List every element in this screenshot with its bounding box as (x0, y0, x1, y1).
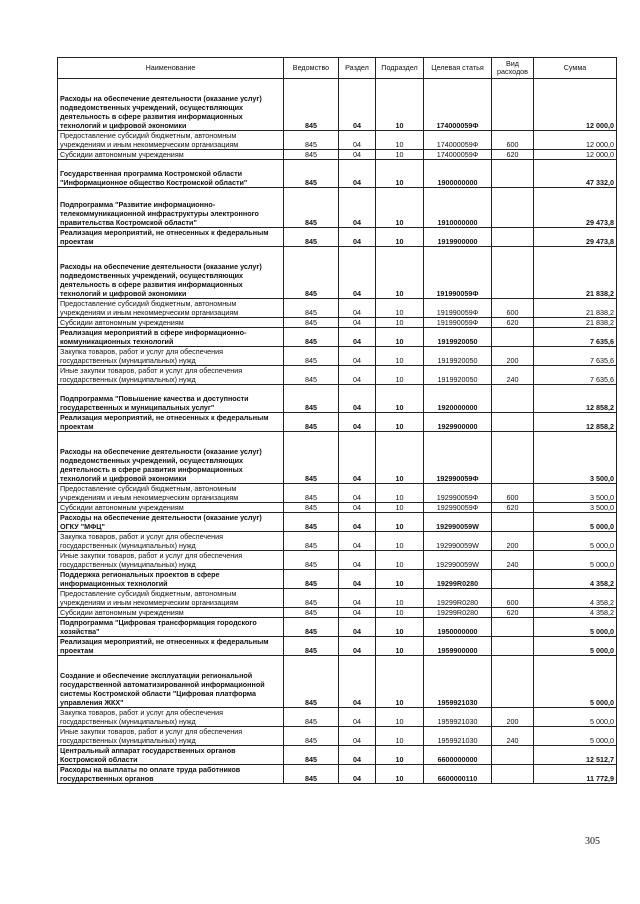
row-name: Реализация мероприятий, не отнесенных к федеральным проектам (58, 413, 284, 432)
row-section: 04 (339, 432, 376, 484)
row-target: 1959900000 (424, 637, 492, 656)
row-name: Реализация мероприятий в сфере информационно-коммуникационных технологий (58, 328, 284, 347)
row-subsection: 10 (376, 570, 424, 589)
table-row (58, 765, 617, 784)
row-target: 1950000000 (424, 618, 492, 637)
row-target: 1910000000 (424, 188, 492, 228)
row-dept: 845 (284, 532, 339, 551)
row-dept: 845 (284, 347, 339, 366)
row-exp-type (492, 513, 534, 532)
row-name: Расходы на обеспечение деятельности (оказание услуг) ОГКУ "МФЦ" (58, 513, 284, 532)
row-subsection: 10 (376, 708, 424, 727)
row-subsection: 10 (376, 608, 424, 618)
row-name: Расходы на обеспечение деятельности (оказание услуг) подведомственных учреждений, осуществляющих деятельность в сфере развития информационных технологий и цифровой экономики (58, 79, 284, 131)
row-subsection: 10 (376, 150, 424, 160)
row-sum: 4 358,2 (534, 589, 617, 608)
row-subsection: 10 (376, 318, 424, 328)
row-sum: 12 512,7 (534, 746, 617, 765)
row-section: 04 (339, 188, 376, 228)
row-subsection: 10 (376, 347, 424, 366)
row-sum: 21 838,2 (534, 299, 617, 318)
row-name: Предоставление субсидий бюджетным, автономным учреждениям и иным некоммерческим организациям (58, 131, 284, 150)
row-sum: 5 000,0 (534, 551, 617, 570)
row-dept: 845 (284, 551, 339, 570)
row-name: Предоставление субсидий бюджетным, автономным учреждениям и иным некоммерческим организациям (58, 589, 284, 608)
row-name: Субсидии автономным учреждениям (58, 318, 284, 328)
row-dept: 845 (284, 656, 339, 708)
row-exp-type (492, 247, 534, 299)
table-row (58, 160, 617, 188)
row-target: 6600000110 (424, 765, 492, 784)
row-section: 04 (339, 484, 376, 503)
header-section: Раздел (339, 58, 376, 79)
table-row (58, 188, 617, 228)
row-dept: 845 (284, 150, 339, 160)
row-target: 191990059Ф (424, 247, 492, 299)
row-subsection: 10 (376, 618, 424, 637)
header-sum: Сумма (534, 58, 617, 79)
row-section: 04 (339, 532, 376, 551)
row-exp-type (492, 328, 534, 347)
row-subsection: 10 (376, 385, 424, 413)
row-name: Иные закупки товаров, работ и услуг для обеспечения государственных (муниципальных) нужд (58, 366, 284, 385)
table-row (58, 79, 617, 131)
row-section: 04 (339, 318, 376, 328)
row-name: Создание и обеспечение эксплуатации региональной государственной автоматизированной информационной системы Костромской области "Цифровая платформа управления ЖКХ" (58, 656, 284, 708)
row-sum: 12 000,0 (534, 131, 617, 150)
row-section: 04 (339, 765, 376, 784)
row-sum: 3 500,0 (534, 484, 617, 503)
row-exp-type: 200 (492, 347, 534, 366)
row-name: Поддержка региональных проектов в сфере информационных технологий (58, 570, 284, 589)
row-section: 04 (339, 385, 376, 413)
row-dept: 845 (284, 188, 339, 228)
row-dept: 845 (284, 618, 339, 637)
row-sum: 5 000,0 (534, 618, 617, 637)
row-exp-type: 600 (492, 131, 534, 150)
row-exp-type: 600 (492, 484, 534, 503)
row-name: Предоставление субсидий бюджетным, автономным учреждениям и иным некоммерческим организациям (58, 299, 284, 318)
row-exp-type: 620 (492, 608, 534, 618)
row-section: 04 (339, 727, 376, 746)
row-subsection: 10 (376, 247, 424, 299)
row-target: 191990059Ф (424, 299, 492, 318)
row-dept: 845 (284, 589, 339, 608)
row-sum: 5 000,0 (534, 656, 617, 708)
header-name: Наименование (58, 58, 284, 79)
row-sum: 12 858,2 (534, 385, 617, 413)
row-sum: 5 000,0 (534, 532, 617, 551)
row-exp-type (492, 656, 534, 708)
row-subsection: 10 (376, 188, 424, 228)
row-sum: 21 838,2 (534, 318, 617, 328)
row-subsection: 10 (376, 484, 424, 503)
row-dept: 845 (284, 513, 339, 532)
row-name: Расходы на обеспечение деятельности (оказание услуг) подведомственных учреждений, осуществляющих деятельность в сфере развития информационных технологий и цифровой экономики (58, 247, 284, 299)
row-dept: 845 (284, 727, 339, 746)
row-dept: 845 (284, 160, 339, 188)
row-section: 04 (339, 551, 376, 570)
row-name: Субсидии автономным учреждениям (58, 150, 284, 160)
row-dept: 845 (284, 79, 339, 131)
row-section: 04 (339, 347, 376, 366)
table-row (58, 708, 617, 727)
table-row (58, 366, 617, 385)
row-dept: 845 (284, 708, 339, 727)
row-subsection: 10 (376, 513, 424, 532)
table-row (58, 413, 617, 432)
row-sum: 11 772,9 (534, 765, 617, 784)
row-dept: 845 (284, 765, 339, 784)
table-row (58, 618, 617, 637)
row-subsection: 10 (376, 503, 424, 513)
row-exp-type: 240 (492, 366, 534, 385)
row-target: 192990059W (424, 513, 492, 532)
row-target: 174000059Ф (424, 131, 492, 150)
row-dept: 845 (284, 570, 339, 589)
header-target: Целевая статья (424, 58, 492, 79)
row-exp-type (492, 746, 534, 765)
table-row (58, 532, 617, 551)
row-name: Иные закупки товаров, работ и услуг для обеспечения государственных (муниципальных) нужд (58, 727, 284, 746)
row-subsection: 10 (376, 765, 424, 784)
row-name: Подпрограмма "Повышение качества и доступности государственных и муниципальных услуг" (58, 385, 284, 413)
row-name: Закупка товаров, работ и услуг для обеспечения государственных (муниципальных) нужд (58, 708, 284, 727)
row-name: Предоставление субсидий бюджетным, автономным учреждениям и иным некоммерческим организациям (58, 484, 284, 503)
row-target: 1959921030 (424, 656, 492, 708)
row-section: 04 (339, 618, 376, 637)
row-subsection: 10 (376, 589, 424, 608)
row-subsection: 10 (376, 432, 424, 484)
table-row (58, 299, 617, 318)
row-section: 04 (339, 513, 376, 532)
table-body (58, 79, 617, 784)
row-subsection: 10 (376, 746, 424, 765)
row-subsection: 10 (376, 366, 424, 385)
row-dept: 845 (284, 484, 339, 503)
row-subsection: 10 (376, 656, 424, 708)
row-target: 1900000000 (424, 160, 492, 188)
row-sum: 21 838,2 (534, 247, 617, 299)
row-sum: 3 500,0 (534, 503, 617, 513)
row-target: 1919920050 (424, 328, 492, 347)
row-target: 1959921030 (424, 727, 492, 746)
row-exp-type (492, 228, 534, 247)
row-sum: 3 500,0 (534, 432, 617, 484)
row-exp-type (492, 413, 534, 432)
row-section: 04 (339, 247, 376, 299)
header-exp-type: Вид расходов (492, 58, 534, 79)
row-exp-type: 200 (492, 708, 534, 727)
row-target: 174000059Ф (424, 79, 492, 131)
table-row (58, 318, 617, 328)
row-dept: 845 (284, 432, 339, 484)
row-dept: 845 (284, 328, 339, 347)
table-row (58, 228, 617, 247)
row-section: 04 (339, 299, 376, 318)
row-exp-type (492, 188, 534, 228)
row-exp-type (492, 79, 534, 131)
budget-table (57, 57, 617, 784)
row-section: 04 (339, 637, 376, 656)
row-name: Субсидии автономным учреждениям (58, 608, 284, 618)
row-name: Государственная программа Костромской области "Информационное общество Костромской области" (58, 160, 284, 188)
row-section: 04 (339, 503, 376, 513)
row-exp-type (492, 160, 534, 188)
row-target: 1920000000 (424, 385, 492, 413)
row-target: 19299R0280 (424, 589, 492, 608)
row-sum: 7 635,6 (534, 366, 617, 385)
row-target: 19299R0280 (424, 570, 492, 589)
row-name: Реализация мероприятий, не отнесенных к федеральным проектам (58, 637, 284, 656)
row-sum: 29 473,8 (534, 228, 617, 247)
row-dept: 845 (284, 299, 339, 318)
row-subsection: 10 (376, 328, 424, 347)
row-sum: 12 000,0 (534, 150, 617, 160)
row-dept: 845 (284, 746, 339, 765)
row-dept: 845 (284, 318, 339, 328)
table-row (58, 385, 617, 413)
row-section: 04 (339, 366, 376, 385)
row-exp-type: 620 (492, 318, 534, 328)
table-row (58, 432, 617, 484)
row-name: Расходы на обеспечение деятельности (оказание услуг) подведомственных учреждений, осуществляющих деятельность в сфере развития информационных технологий и цифровой экономики (58, 432, 284, 484)
row-exp-type: 600 (492, 299, 534, 318)
row-section: 04 (339, 413, 376, 432)
row-dept: 845 (284, 608, 339, 618)
table-row (58, 328, 617, 347)
row-target: 1919900000 (424, 228, 492, 247)
row-name: Закупка товаров, работ и услуг для обеспечения государственных (муниципальных) нужд (58, 347, 284, 366)
row-target: 174000059Ф (424, 150, 492, 160)
row-sum: 5 000,0 (534, 727, 617, 746)
row-exp-type (492, 432, 534, 484)
row-name: Реализация мероприятий, не отнесенных к федеральным проектам (58, 228, 284, 247)
row-target: 1919920050 (424, 347, 492, 366)
row-target: 192990059Ф (424, 484, 492, 503)
row-target: 6600000000 (424, 746, 492, 765)
row-exp-type (492, 765, 534, 784)
row-exp-type (492, 637, 534, 656)
table-row (58, 484, 617, 503)
row-section: 04 (339, 589, 376, 608)
row-dept: 845 (284, 413, 339, 432)
row-target: 1919920050 (424, 366, 492, 385)
row-dept: 845 (284, 131, 339, 150)
row-subsection: 10 (376, 79, 424, 131)
row-sum: 7 635,6 (534, 347, 617, 366)
row-section: 04 (339, 608, 376, 618)
row-target: 192990059Ф (424, 503, 492, 513)
row-section: 04 (339, 656, 376, 708)
row-subsection: 10 (376, 299, 424, 318)
table-row (58, 513, 617, 532)
row-name: Подпрограмма "Развитие информационно-телекоммуникационной инфраструктуры электронного правительства Костромской области" (58, 188, 284, 228)
row-sum: 7 635,6 (534, 328, 617, 347)
table-row (58, 150, 617, 160)
row-section: 04 (339, 746, 376, 765)
row-sum: 4 358,2 (534, 570, 617, 589)
table-row (58, 247, 617, 299)
table-row (58, 589, 617, 608)
row-exp-type: 620 (492, 150, 534, 160)
row-section: 04 (339, 708, 376, 727)
table-row (58, 131, 617, 150)
table-row (58, 608, 617, 618)
row-subsection: 10 (376, 551, 424, 570)
row-sum: 12 858,2 (534, 413, 617, 432)
row-sum: 5 000,0 (534, 708, 617, 727)
row-sum: 5 000,0 (534, 637, 617, 656)
row-name: Субсидии автономным учреждениям (58, 503, 284, 513)
row-exp-type (492, 570, 534, 589)
row-sum: 12 000,0 (534, 79, 617, 131)
table-row (58, 503, 617, 513)
row-target: 19299R0280 (424, 608, 492, 618)
row-target: 1959921030 (424, 708, 492, 727)
row-section: 04 (339, 79, 376, 131)
row-dept: 845 (284, 385, 339, 413)
row-target: 192990059W (424, 532, 492, 551)
row-dept: 845 (284, 247, 339, 299)
header-subsection: Подраздел (376, 58, 424, 79)
header-row (58, 58, 617, 79)
table-row (58, 551, 617, 570)
row-target: 192990059W (424, 551, 492, 570)
row-section: 04 (339, 160, 376, 188)
table-row (58, 656, 617, 708)
table-row (58, 727, 617, 746)
row-dept: 845 (284, 228, 339, 247)
row-section: 04 (339, 328, 376, 347)
row-subsection: 10 (376, 228, 424, 247)
row-dept: 845 (284, 637, 339, 656)
row-exp-type: 200 (492, 532, 534, 551)
row-target: 191990059Ф (424, 318, 492, 328)
header-dept: Ведомство (284, 58, 339, 79)
row-sum: 29 473,8 (534, 188, 617, 228)
row-subsection: 10 (376, 413, 424, 432)
row-sum: 47 332,0 (534, 160, 617, 188)
table-row (58, 570, 617, 589)
row-subsection: 10 (376, 637, 424, 656)
row-target: 1929900000 (424, 413, 492, 432)
row-exp-type (492, 385, 534, 413)
row-sum: 5 000,0 (534, 513, 617, 532)
row-exp-type: 600 (492, 589, 534, 608)
row-name: Закупка товаров, работ и услуг для обеспечения государственных (муниципальных) нужд (58, 532, 284, 551)
table-row (58, 746, 617, 765)
row-target: 192990059Ф (424, 432, 492, 484)
row-exp-type (492, 618, 534, 637)
row-dept: 845 (284, 366, 339, 385)
row-name: Расходы на выплаты по оплате труда работников государственных органов (58, 765, 284, 784)
page-number: 305 (585, 836, 600, 847)
row-subsection: 10 (376, 131, 424, 150)
table-row (58, 347, 617, 366)
table-row (58, 637, 617, 656)
row-section: 04 (339, 570, 376, 589)
row-sum: 4 358,2 (534, 608, 617, 618)
row-exp-type: 620 (492, 503, 534, 513)
row-subsection: 10 (376, 727, 424, 746)
row-name: Подпрограмма "Цифровая трансформация городского хозяйства" (58, 618, 284, 637)
row-section: 04 (339, 228, 376, 247)
row-exp-type: 240 (492, 727, 534, 746)
row-dept: 845 (284, 503, 339, 513)
row-section: 04 (339, 131, 376, 150)
row-name: Иные закупки товаров, работ и услуг для обеспечения государственных (муниципальных) нужд (58, 551, 284, 570)
row-exp-type: 240 (492, 551, 534, 570)
row-name: Центральный аппарат государственных органов Костромской области (58, 746, 284, 765)
row-section: 04 (339, 150, 376, 160)
row-subsection: 10 (376, 160, 424, 188)
row-subsection: 10 (376, 532, 424, 551)
